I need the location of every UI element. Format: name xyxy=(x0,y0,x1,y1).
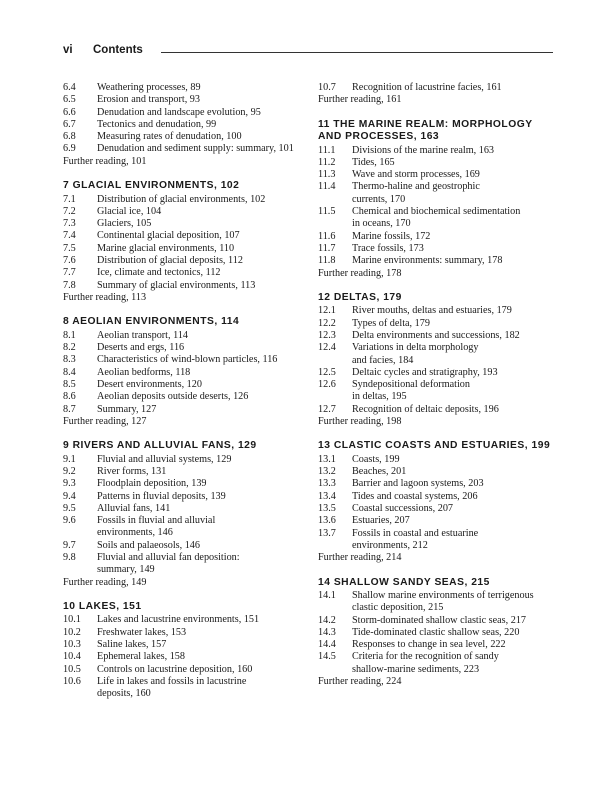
toc-entry xyxy=(63,280,305,292)
section-title xyxy=(97,540,305,552)
section-title xyxy=(97,639,305,651)
toc-entry xyxy=(63,342,305,354)
section-number: 13.4 xyxy=(318,490,336,502)
section-title-line: Life in lakes and fossils in lacustrine xyxy=(97,675,247,687)
toc-entry xyxy=(318,379,558,404)
toc-entry xyxy=(318,491,558,503)
toc-entry xyxy=(318,367,558,379)
section-number: 7.4 xyxy=(63,230,76,242)
further-reading: Further reading, 101 xyxy=(63,155,147,167)
toc-entry xyxy=(63,491,305,503)
section-title-line: clastic deposition, 215 xyxy=(352,602,444,614)
section-number: 12.4 xyxy=(318,342,336,354)
toc-entry xyxy=(63,194,305,206)
section-title-line: Patterns in fluvial deposits, 139 xyxy=(97,490,226,502)
toc-entry xyxy=(63,119,305,131)
section-title xyxy=(97,466,305,478)
section-title-line: Variations in delta morphology xyxy=(352,342,479,354)
section-number: 7.8 xyxy=(63,279,76,291)
toc-chapter xyxy=(63,180,305,304)
section-title xyxy=(352,330,558,342)
section-number: 11.5 xyxy=(318,206,336,218)
section-title-line: Coasts, 199 xyxy=(352,453,400,465)
section-title-line: Estuaries, 207 xyxy=(352,515,410,527)
section-title xyxy=(97,379,305,391)
section-title-line: Tides, 165 xyxy=(352,156,395,168)
toc-entry xyxy=(63,627,305,639)
section-title-line: Delta environments and successions, 182 xyxy=(352,329,520,341)
section-title xyxy=(352,243,558,255)
section-number: 8.5 xyxy=(63,378,76,390)
further-reading: Further reading, 224 xyxy=(318,676,402,688)
section-title xyxy=(97,267,305,279)
section-title xyxy=(352,367,558,379)
toc-chapter xyxy=(63,82,305,168)
section-title-line: Marine glacial environments, 110 xyxy=(97,242,235,254)
section-title-line: environments, 212 xyxy=(352,539,428,551)
toc-entry xyxy=(318,231,558,243)
section-number: 9.8 xyxy=(63,552,76,563)
section-number: 11.7 xyxy=(318,242,336,254)
section-title xyxy=(352,318,558,330)
section-number: 11.1 xyxy=(318,144,336,156)
section-title-line: River forms, 131 xyxy=(97,465,167,477)
toc-entry xyxy=(63,243,305,255)
section-number: 10.4 xyxy=(63,651,81,663)
section-title xyxy=(97,515,305,540)
section-title-line: Tide-dominated clastic shallow seas, 220 xyxy=(352,626,520,638)
toc-entry xyxy=(318,342,558,367)
section-title-line: Types of delta, 179 xyxy=(352,317,430,329)
section-title-line: Weathering processes, 89 xyxy=(97,82,201,93)
section-number: 11.6 xyxy=(318,230,336,242)
toc-entry xyxy=(63,454,305,466)
section-title xyxy=(352,615,558,627)
toc-entry xyxy=(63,218,305,230)
section-number: 14.5 xyxy=(318,651,336,663)
section-title-line: Denudation and landscape evolution, 95 xyxy=(97,106,261,118)
section-title-line: Measuring rates of denudation, 100 xyxy=(97,131,242,143)
section-title xyxy=(352,206,558,231)
section-title xyxy=(97,94,305,106)
section-title xyxy=(97,143,305,155)
toc-entry xyxy=(318,82,558,94)
page-number: vi xyxy=(63,44,73,56)
section-title xyxy=(97,119,305,131)
section-number: 9.3 xyxy=(63,478,76,490)
section-number: 8.4 xyxy=(63,366,76,378)
toc-right-column xyxy=(318,82,558,688)
section-title-line: Continental glacial deposition, 107 xyxy=(97,230,240,242)
section-number: 8.6 xyxy=(63,391,76,403)
section-title xyxy=(97,454,305,466)
chapter-title: 14 SHALLOW SANDY SEAS, 215 xyxy=(318,576,490,588)
section-title-line: Criteria for the recognition of sandy xyxy=(352,651,499,663)
header-rule xyxy=(161,52,553,53)
toc-chapter xyxy=(63,440,305,589)
section-title xyxy=(352,145,558,157)
section-number: 14.1 xyxy=(318,590,336,601)
toc-entry xyxy=(63,94,305,106)
toc-entry xyxy=(318,627,558,639)
section-title xyxy=(97,491,305,503)
toc-entry xyxy=(318,651,558,676)
section-title-line: summary, 149 xyxy=(97,564,155,576)
section-title xyxy=(352,255,558,267)
toc-entry xyxy=(318,503,558,515)
section-number: 12.7 xyxy=(318,403,336,415)
section-title xyxy=(97,206,305,218)
section-number: 9.7 xyxy=(63,539,76,551)
section-title-line: in oceans, 170 xyxy=(352,218,411,230)
section-number: 11.4 xyxy=(318,181,336,193)
section-number: 8.1 xyxy=(63,329,76,341)
section-number: 13.6 xyxy=(318,515,336,527)
toc-entry xyxy=(63,552,305,577)
section-number: 7.1 xyxy=(63,193,76,205)
section-title-line: Glacial ice, 104 xyxy=(97,205,162,217)
section-number: 9.5 xyxy=(63,502,76,514)
section-title-line: Recognition of deltaic deposits, 196 xyxy=(352,403,499,415)
section-title-line: and facies, 184 xyxy=(352,354,414,366)
section-title-line: Saline lakes, 157 xyxy=(97,638,167,650)
section-title-line: Erosion and transport, 93 xyxy=(97,94,200,106)
toc-entry xyxy=(63,466,305,478)
section-title-line: Ephemeral lakes, 158 xyxy=(97,651,185,663)
toc-entry xyxy=(63,540,305,552)
section-title-line: Soils and palaeosols, 146 xyxy=(97,539,200,551)
section-number: 12.5 xyxy=(318,366,336,378)
toc-entry xyxy=(63,391,305,403)
section-title xyxy=(352,639,558,651)
section-number: 6.8 xyxy=(63,131,76,143)
section-title-line: shallow-marine sediments, 223 xyxy=(352,663,480,675)
section-title-line: Alluvial fans, 141 xyxy=(97,502,171,514)
toc-entry xyxy=(318,528,558,553)
toc-entry xyxy=(63,107,305,119)
section-title xyxy=(97,342,305,354)
toc-entry xyxy=(318,145,558,157)
section-title xyxy=(97,676,305,701)
section-title-line: Distribution of glacial deposits, 112 xyxy=(97,255,243,267)
section-title xyxy=(97,614,305,626)
toc-entry xyxy=(63,267,305,279)
toc-entry xyxy=(318,404,558,416)
section-title xyxy=(97,552,305,577)
section-title-line: Distribution of glacial environments, 102 xyxy=(97,193,266,205)
section-number: 11.2 xyxy=(318,156,336,168)
section-title-line: Wave and storm processes, 169 xyxy=(352,169,480,181)
further-reading: Further reading, 214 xyxy=(318,552,402,564)
toc-entry xyxy=(63,354,305,366)
toc-entry xyxy=(318,515,558,527)
section-title xyxy=(97,255,305,267)
section-title-line: Characteristics of wind-blown particles, 116 xyxy=(97,354,278,366)
toc-entry xyxy=(318,478,558,490)
section-number: 7.2 xyxy=(63,205,76,217)
further-reading: Further reading, 198 xyxy=(318,416,402,428)
further-reading: Further reading, 149 xyxy=(63,576,147,588)
section-title-line: Syndepositional deformation xyxy=(352,379,470,391)
section-number: 8.2 xyxy=(63,342,76,354)
section-title-line: currents, 170 xyxy=(352,193,406,205)
toc-entry xyxy=(318,318,558,330)
section-title xyxy=(97,627,305,639)
section-title xyxy=(97,107,305,119)
toc-entry xyxy=(318,330,558,342)
toc-entry xyxy=(63,614,305,626)
section-title xyxy=(97,354,305,366)
toc-entry xyxy=(63,367,305,379)
toc-entry xyxy=(318,255,558,267)
section-title-line: Divisions of the marine realm, 163 xyxy=(352,144,495,156)
section-title xyxy=(352,454,558,466)
section-title xyxy=(352,515,558,527)
section-title xyxy=(97,230,305,242)
toc-entry xyxy=(63,515,305,540)
toc-entry xyxy=(63,143,305,155)
section-number: 13.2 xyxy=(318,466,336,478)
section-title xyxy=(352,466,558,478)
section-title xyxy=(97,478,305,490)
section-title xyxy=(97,391,305,403)
section-title-line: Glaciers, 105 xyxy=(97,218,152,230)
section-title-line: Aeolian deposits outside deserts, 126 xyxy=(97,391,249,403)
section-number: 10.5 xyxy=(63,663,81,675)
section-title xyxy=(352,379,558,404)
toc-entry xyxy=(63,478,305,490)
section-number: 7.6 xyxy=(63,255,76,267)
toc-entry xyxy=(63,651,305,663)
section-number: 14.2 xyxy=(318,614,336,626)
section-number: 12.2 xyxy=(318,317,336,329)
section-title-line: Thermo-haline and geostrophic xyxy=(352,181,480,193)
section-number: 10.3 xyxy=(63,638,81,650)
section-title xyxy=(352,169,558,181)
section-title xyxy=(352,157,558,169)
section-number: 6.9 xyxy=(63,143,76,155)
section-title xyxy=(352,590,558,615)
toc-entry xyxy=(318,181,558,206)
section-number: 12.3 xyxy=(318,329,336,341)
section-title-line: Fluvial and alluvial systems, 129 xyxy=(97,453,232,465)
toc-entry xyxy=(63,82,305,94)
further-reading: Further reading, 161 xyxy=(318,94,402,106)
toc-entry xyxy=(63,379,305,391)
section-number: 7.7 xyxy=(63,267,76,279)
further-reading: Further reading, 113 xyxy=(63,291,147,303)
section-title-line: Deltaic cycles and stratigraphy, 193 xyxy=(352,366,498,378)
section-number: 9.6 xyxy=(63,515,76,527)
toc-entry xyxy=(63,206,305,218)
section-title xyxy=(352,181,558,206)
section-title-line: Fluvial and alluvial fan deposition: xyxy=(97,552,240,563)
toc-entry xyxy=(318,615,558,627)
toc-entry xyxy=(318,305,558,317)
section-number: 13.1 xyxy=(318,453,336,465)
section-number: 7.5 xyxy=(63,242,76,254)
section-title-line: Marine fossils, 172 xyxy=(352,230,431,242)
section-title-line: Storm-dominated shallow clastic seas, 217 xyxy=(352,614,527,626)
section-title xyxy=(352,627,558,639)
toc-chapter xyxy=(63,316,305,428)
section-title xyxy=(352,82,558,94)
section-number: 10.2 xyxy=(63,626,81,638)
chapter-title: 8 AEOLIAN ENVIRONMENTS, 114 xyxy=(63,316,240,328)
toc-entry xyxy=(318,590,558,615)
section-number: 12.1 xyxy=(318,305,336,317)
toc-entry xyxy=(63,255,305,267)
toc-entry xyxy=(318,157,558,169)
section-title xyxy=(97,330,305,342)
chapter-title: 9 RIVERS AND ALLUVIAL FANS, 129 xyxy=(63,440,257,452)
toc-entry xyxy=(63,664,305,676)
section-number: 6.5 xyxy=(63,94,76,106)
section-title xyxy=(352,404,558,416)
section-number: 10.6 xyxy=(63,675,81,687)
toc-entry xyxy=(318,639,558,651)
section-title xyxy=(352,528,558,553)
section-title-line: environments, 146 xyxy=(97,527,173,539)
toc-chapter xyxy=(63,601,305,701)
section-number: 10.1 xyxy=(63,614,81,626)
section-number: 11.3 xyxy=(318,169,336,181)
section-title-line: Fossils in fluvial and alluvial xyxy=(97,515,216,527)
section-title-line: Fossils in coastal and estuarine xyxy=(352,527,479,539)
toc-chapter xyxy=(318,82,558,107)
section-title xyxy=(352,503,558,515)
toc-entry xyxy=(63,230,305,242)
section-number: 10.7 xyxy=(318,82,336,93)
section-number: 9.4 xyxy=(63,490,76,502)
toc-chapter xyxy=(318,577,558,689)
toc-chapter xyxy=(318,292,558,428)
section-number: 11.8 xyxy=(318,255,336,267)
chapter-title: 13 CLASTIC COASTS AND ESTUARIES, 199 xyxy=(318,440,551,452)
page-header xyxy=(63,44,553,60)
section-title-line: Desert environments, 120 xyxy=(97,378,202,390)
further-reading: Further reading, 127 xyxy=(63,415,147,427)
toc-entry xyxy=(63,404,305,416)
section-number: 13.3 xyxy=(318,478,336,490)
section-title-line: Tides and coastal systems, 206 xyxy=(352,490,478,502)
toc-entry xyxy=(318,206,558,231)
section-title xyxy=(352,491,558,503)
section-title xyxy=(97,194,305,206)
section-title-line: Beaches, 201 xyxy=(352,466,407,478)
section-title xyxy=(97,82,305,94)
section-title-line: Lakes and lacustrine environments, 151 xyxy=(97,614,260,626)
toc-entry xyxy=(63,131,305,143)
section-title xyxy=(97,404,305,416)
section-title-line: Responses to change in sea level, 222 xyxy=(352,639,506,651)
section-title-line: Freshwater lakes, 153 xyxy=(97,626,187,638)
section-title xyxy=(97,664,305,676)
section-number: 8.7 xyxy=(63,403,76,415)
section-title-line: Shallow marine environments of terrigenous xyxy=(352,590,534,601)
toc-entry xyxy=(63,503,305,515)
section-title xyxy=(97,131,305,143)
section-title-line: Chemical and biochemical sedimentation xyxy=(352,206,521,218)
further-reading: Further reading, 178 xyxy=(318,267,402,279)
toc-entry xyxy=(318,466,558,478)
section-title-line: Coastal successions, 207 xyxy=(352,503,454,515)
toc-left-column xyxy=(63,82,305,700)
section-title-line: Floodplain deposition, 139 xyxy=(97,478,207,490)
section-number: 6.4 xyxy=(63,82,76,93)
section-number: 14.3 xyxy=(318,626,336,638)
section-number: 9.2 xyxy=(63,465,76,477)
section-title-line: Aeolian transport, 114 xyxy=(97,329,189,341)
section-number: 13.7 xyxy=(318,527,336,539)
toc-entry xyxy=(63,330,305,342)
section-title xyxy=(97,280,305,292)
section-title xyxy=(352,478,558,490)
section-title-line: Tectonics and denudation, 99 xyxy=(97,118,217,130)
section-number: 9.1 xyxy=(63,453,76,465)
section-number: 6.6 xyxy=(63,106,76,118)
toc-chapter xyxy=(318,119,558,280)
toc-entry xyxy=(318,454,558,466)
section-title xyxy=(352,651,558,676)
section-title xyxy=(352,231,558,243)
section-title-line: Barrier and lagoon systems, 203 xyxy=(352,478,484,490)
section-number: 12.6 xyxy=(318,379,336,391)
section-title-line: deposits, 160 xyxy=(97,688,151,700)
section-title xyxy=(97,651,305,663)
section-title-line: Deserts and ergs, 116 xyxy=(97,342,185,354)
page-title: Contents xyxy=(93,44,143,56)
section-title-line: Recognition of lacustrine facies, 161 xyxy=(352,82,502,93)
section-title-line: in deltas, 195 xyxy=(352,391,407,403)
section-title-line: Controls on lacustrine deposition, 160 xyxy=(97,663,253,675)
section-number: 13.5 xyxy=(318,503,336,515)
chapter-title: 12 DELTAS, 179 xyxy=(318,291,402,303)
section-title xyxy=(97,243,305,255)
section-number: 6.7 xyxy=(63,118,76,130)
section-title xyxy=(97,218,305,230)
chapter-title: 7 GLACIAL ENVIRONMENTS, 102 xyxy=(63,180,240,192)
section-title-line: River mouths, deltas and estuaries, 179 xyxy=(352,305,512,317)
section-title-line: Ice, climate and tectonics, 112 xyxy=(97,267,221,279)
section-number: 14.4 xyxy=(318,639,336,651)
section-title xyxy=(97,367,305,379)
section-number: 8.3 xyxy=(63,354,76,366)
section-title xyxy=(352,342,558,367)
section-title-line: Summary of glacial environments, 113 xyxy=(97,279,256,291)
section-title-line: Marine environments: summary, 178 xyxy=(352,255,503,267)
toc-entry xyxy=(63,676,305,701)
toc-entry xyxy=(63,639,305,651)
section-title xyxy=(97,503,305,515)
toc-entry xyxy=(318,169,558,181)
chapter-title: 10 LAKES, 151 xyxy=(63,600,142,612)
section-title-line: Denudation and sediment supply: summary, 101 xyxy=(97,143,294,155)
section-title-line: Summary, 127 xyxy=(97,403,157,415)
section-number: 7.3 xyxy=(63,218,76,230)
toc-chapter xyxy=(318,440,558,564)
section-title-line: Aeolian bedforms, 118 xyxy=(97,366,191,378)
chapter-title: 11 THE MARINE REALM: MORPHOLOGY AND PROCESSES, 163 xyxy=(318,118,533,143)
section-title xyxy=(352,305,558,317)
section-title-line: Trace fossils, 173 xyxy=(352,242,424,254)
toc-entry xyxy=(318,243,558,255)
